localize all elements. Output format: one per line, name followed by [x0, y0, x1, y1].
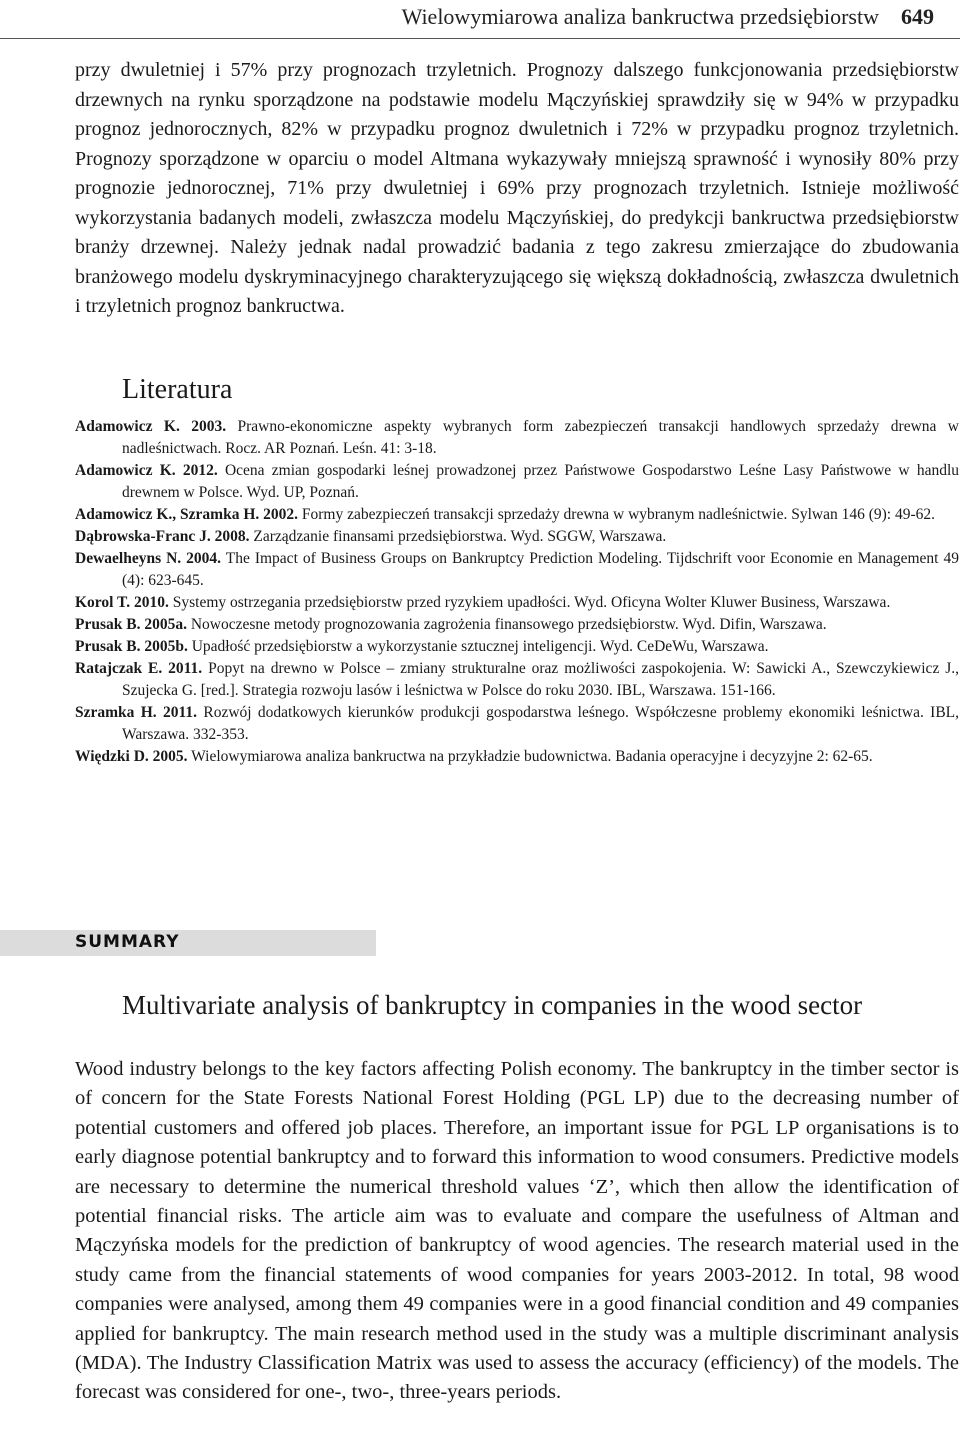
reference-item	[75, 746, 959, 768]
reference-item	[75, 592, 959, 614]
reference-item	[75, 636, 959, 658]
reference-author: Korol T. 2010.	[75, 594, 169, 611]
reference-author: Prusak B. 2005a.	[75, 616, 187, 633]
body-paragraph: przy dwuletniej i 57% przy prognozach trzyletnich. Prognozy dalszego funkcjonowania przedsiębiorstw drzewnych na rynku sporządzone na podstawie modelu Mączyńskiej sprawdziły się w 94% w przypadku prognoz jednorocznych, 82% w przypadku prognoz dwuletnich i 72% w przypadku prognoz trzyletnich. Prognozy sporządzone w oparciu o model Altmana wykazywały mniejszą sprawność i wynosiły 80% przy prognozie jednorocznej, 71% przy dwuletniej i 69% przy prognozach trzyletnich. Istnieje możliwość wykorzystania badanych modeli, zwłaszcza modelu Mączyńskiej, do predykcji bankructwa przedsiębiorstw branży drzewnej. Należy jednak nadal prowadzić badania z tego zakresu zmierzające do zbudowania branżowego modelu dyskryminacyjnego charakteryzującego się większą dokładnością, zwłaszcza dwuletnich i trzyletnich prognoz bankructwa.	[75, 59, 959, 317]
summary-title: Multivariate analysis of bankruptcy in companies in the wood sector	[122, 990, 863, 1020]
literature-heading: Literatura	[122, 374, 233, 405]
reference-text: Nowoczesne metody prognozowania zagrożenia finansowego przedsiębiorstw. Wyd. Difin, Warszawa.	[190, 616, 827, 633]
reference-item	[75, 416, 959, 460]
reference-author: Szramka H. 2011.	[75, 704, 198, 721]
reference-item	[75, 614, 959, 636]
reference-text: Wielowymiarowa analiza bankructwa na przykładzie budownictwa. Badania operacyjne i decyzyjne 2: 62-65.	[191, 748, 873, 765]
page-number: 649	[901, 4, 934, 29]
reference-list	[75, 416, 959, 768]
reference-text: Systemy ostrzegania przedsiębiorstw przed ryzykiem upadłości. Wyd. Oficyna Wolter Kluwer Business, Warszawa.	[172, 594, 891, 611]
running-title: Wielowymiarowa analiza bankructwa przedsiębiorstw	[401, 4, 879, 29]
summary-band	[0, 930, 376, 956]
reference-author: Prusak B. 2005b.	[75, 638, 188, 655]
reference-text: Formy zabezpieczeń transakcji sprzedaży drewna w wybranym nadleśnictwie. Sylwan 146 (9): 49-62.	[301, 506, 936, 523]
page-header	[0, 0, 960, 34]
reference-text: Ocena zmian gospodarki leśnej prowadzonej przez Państwowe Gospodarstwo Leśne Lasy Państwowe w handlu drewnem w Polsce. Wyd. UP, Poznań.	[122, 462, 960, 501]
reference-author: Adamowicz K., Szramka H. 2002.	[75, 506, 299, 523]
reference-text: Zarządzanie finansami przedsiębiorstwa. Wyd. SGGW, Warszawa.	[253, 528, 667, 545]
reference-author: Dąbrowska-Franc J. 2008.	[75, 528, 250, 545]
summary-text: Wood industry belongs to the key factors affecting Polish economy. The bankruptcy in the timber sector is of concern for the State Forests National Forest Holding (PGL LP) due to the decreasing number of potential customers and offered job places. Therefore, an important issue for PGL LP organisations is to early diagnose potential bankruptcy and to forward this information to wood consumers. Predictive models are necessary to determine the numerical threshold values ‘Z’, which then allow the identification of potential financial risks. The article aim was to evaluate and compare the usefulness of Altman and Mączyńska models for the prediction of bankruptcy of wood agencies. The research material used in the study came from the financial statements of wood companies for years 2003-2012. In total, 98 wood companies were analysed, among them 49 companies were in a good financial condition and 49 companies applied for bankruptcy. The main research method used in the study was a multiple discriminant analysis (MDA). The Industry Classification Matrix was used to assess the accuracy (efficiency) of the models. The forecast was considered for one-, two-, three-years periods.	[75, 1058, 959, 1404]
header-divider	[0, 38, 960, 39]
summary-label: SUMMARY	[75, 932, 180, 952]
reference-author: Adamowicz K. 2012.	[75, 462, 218, 479]
reference-text: Prawno-ekonomiczne aspekty wybranych form zabezpieczeń transakcji handlowych sprzedaży drewna w nadleśnictwach. Rocz. AR Poznań. Leśn. 41: 3-18.	[122, 418, 960, 457]
reference-item	[75, 526, 959, 548]
reference-item	[75, 702, 959, 746]
reference-item	[75, 460, 959, 504]
reference-item	[75, 658, 959, 702]
reference-text: Rozwój dodatkowych kierunków produkcji gospodarstwa leśnego. Współczesne problemy ekonomiki leśnictwa. IBL, Warszawa. 332-353.	[122, 704, 960, 743]
reference-author: Więdzki D. 2005.	[75, 748, 188, 765]
reference-item	[75, 548, 959, 592]
reference-author: Dewaelheyns N. 2004.	[75, 550, 222, 567]
reference-text: Popyt na drewno w Polsce – zmiany strukturalne oraz możliwości zaspokojenia. W: Sawicki A., Szewczykiewicz J., Szujecka G. [red.]. Strategia rozwoju lasów i leśnictwa w Polsce do roku 2030. IBL, Warszawa. 151-166.	[122, 660, 960, 699]
reference-author: Ratajczak E. 2011.	[75, 660, 203, 677]
reference-text: The Impact of Business Groups on Bankruptcy Prediction Modeling. Tijdschrift voor Economie en Management 49 (4): 623-645.	[122, 550, 959, 589]
reference-author: Adamowicz K. 2003.	[75, 418, 227, 435]
reference-item	[75, 504, 959, 526]
reference-text: Upadłość przedsiębiorstw a wykorzystanie sztucznej inteligencji. Wyd. CeDeWu, Warszawa.	[191, 638, 769, 655]
